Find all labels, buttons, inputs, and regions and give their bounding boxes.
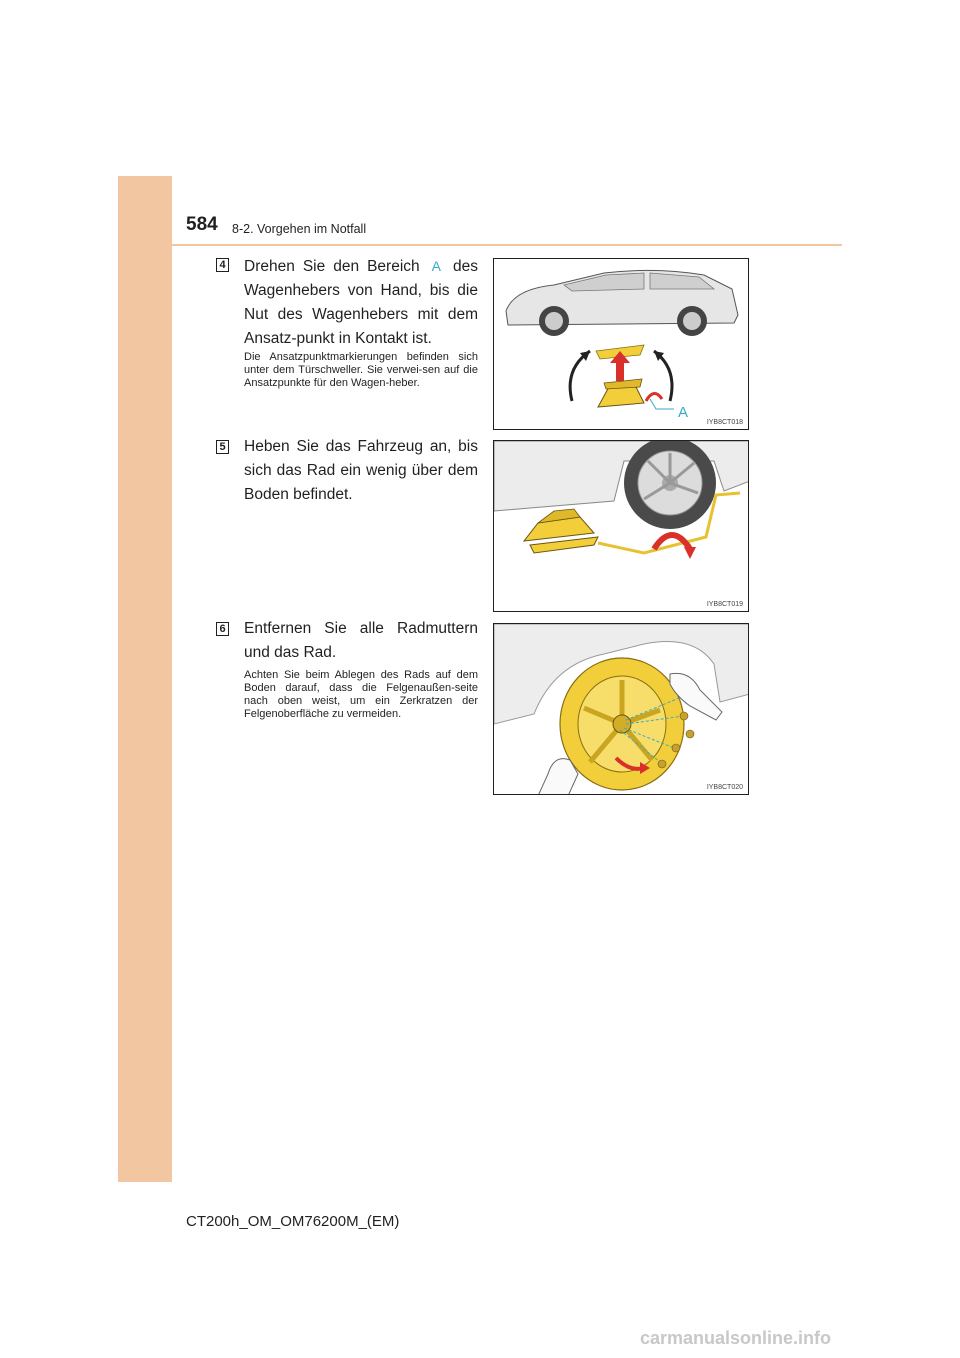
figure-lift-vehicle	[493, 440, 749, 612]
step-number-4: 4	[216, 258, 229, 272]
callout-a-label: A	[431, 258, 441, 274]
section-title: 8-2. Vorgehen im Notfall	[232, 222, 367, 236]
figure-jack-positioning	[493, 258, 749, 430]
side-color-band	[118, 176, 172, 1182]
figure-code: IYB8CT018	[706, 419, 743, 426]
jack-lifting-illustration	[494, 441, 749, 612]
header-rule	[172, 244, 842, 246]
figure-callout-a: A	[678, 404, 689, 421]
step-4-text-before: Drehen Sie den Bereich	[244, 258, 420, 275]
step-number-6: 6	[216, 622, 229, 636]
figure-remove-wheel	[493, 623, 749, 795]
step-number-5: 5	[216, 440, 229, 454]
figure-code: IYB8CT019	[706, 601, 743, 608]
step-4-note: Die Ansatzpunktmarkierungen befinden sich unter dem Türschweller. Sie verwei-sen auf die Ansatzpunkte für den Wagen-heber.	[244, 351, 478, 389]
figure-code: IYB8CT020	[706, 784, 743, 791]
wheel-removal-illustration	[494, 624, 749, 795]
step-6-note: Achten Sie beim Ablegen des Rads auf dem Boden darauf, dass die Felgenaußen-seite nach oben weist, um ein Zerkratzen der Felgenoberfläche zu vermeiden.	[244, 669, 478, 720]
car-and-jack-illustration	[494, 259, 749, 430]
step-4-text	[244, 254, 478, 351]
page-number: 584	[186, 214, 218, 235]
step-6-text: Entfernen Sie alle Radmuttern und das Rad.	[244, 620, 478, 661]
step-5-text: Heben Sie das Fahrzeug an, bis sich das Rad ein wenig über dem Boden befindet.	[244, 438, 478, 503]
step-4-text-after: des Wagenhebers von Hand, bis die Nut des Wagenhebers mit dem Ansatz-punkt in Kontakt ist.	[244, 258, 478, 347]
footer-doc-code: CT200h_OM_OM76200M_(EM)	[186, 1213, 400, 1230]
watermark: carmanualsonline.info	[640, 1328, 832, 1348]
